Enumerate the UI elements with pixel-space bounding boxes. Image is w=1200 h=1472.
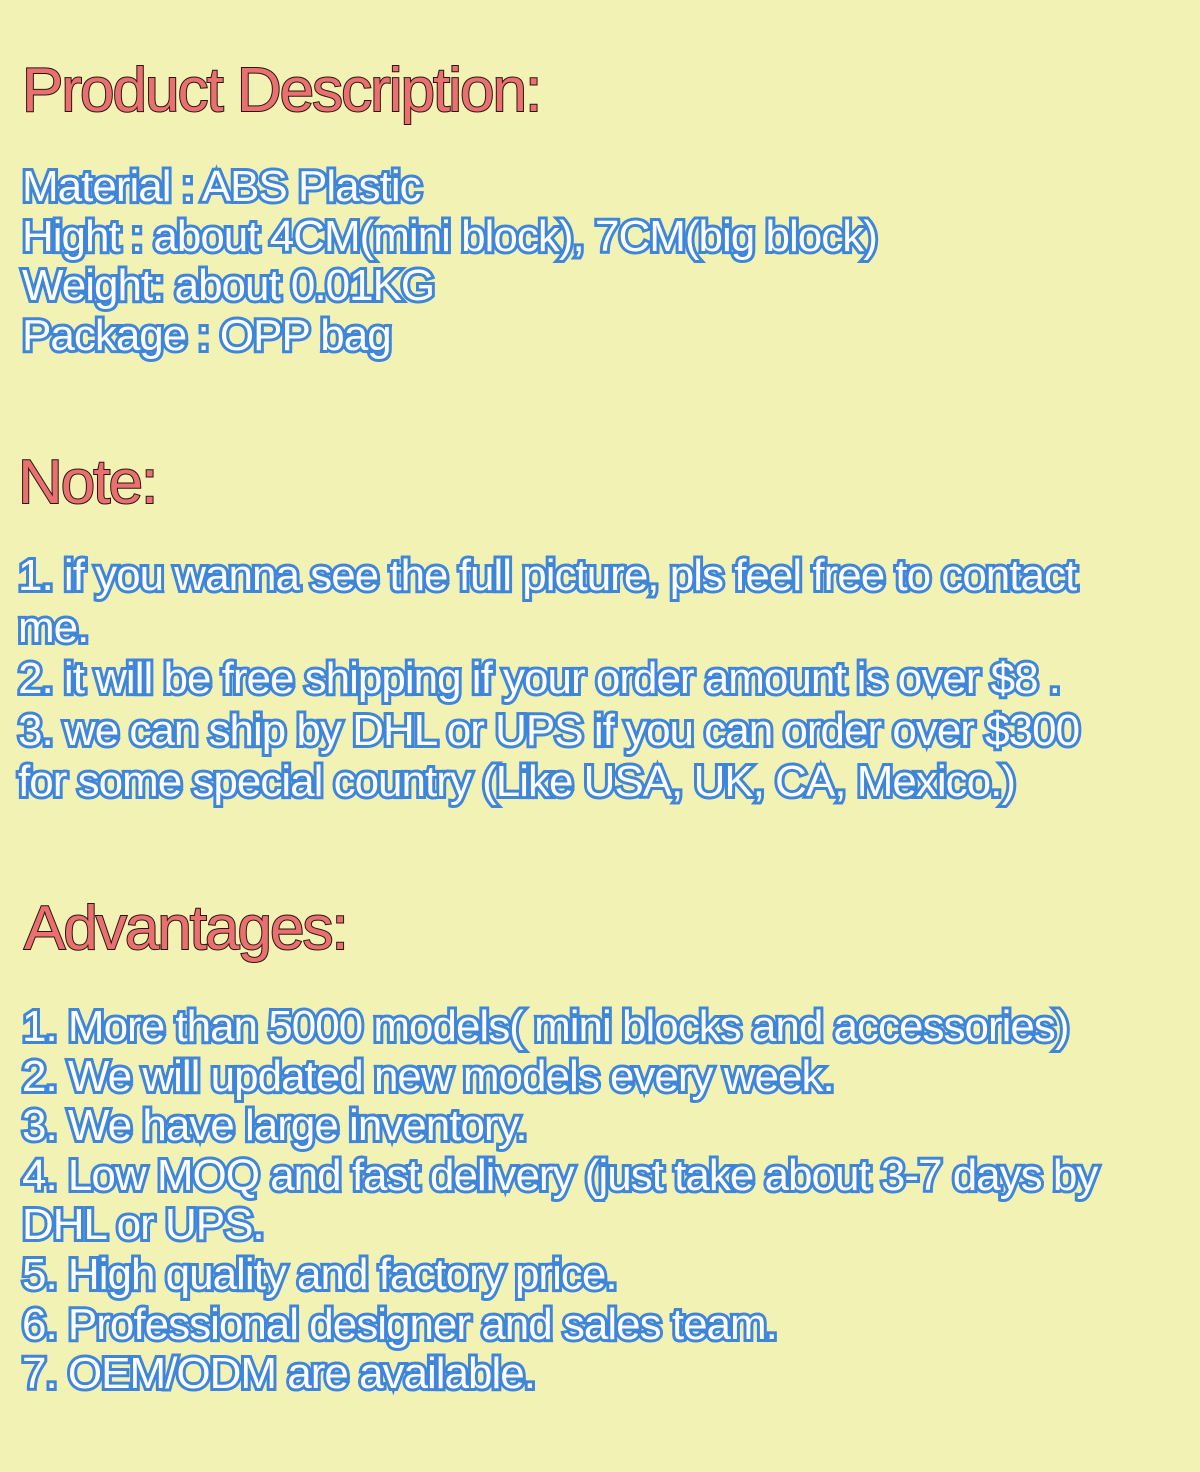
note-line: 2. it will be free shipping if your order amount is over $8 .	[18, 654, 1060, 703]
description-line-material: Material : ABS Plastic	[22, 162, 421, 211]
note-line: 3. we can ship by DHL or UPS if you can order over $300	[18, 705, 1080, 755]
advantage-line: 2. We will updated new models every week.	[22, 1051, 834, 1101]
product-description-list	[22, 162, 877, 360]
advantages-list	[22, 1002, 1097, 1399]
description-line-package: Package : OPP bag	[22, 310, 391, 360]
advantage-line: 1. More than 5000 models( mini blocks and accessories)	[22, 1002, 1069, 1051]
product-description-heading: Product Description:	[22, 56, 541, 125]
note-heading: Note:	[18, 448, 157, 517]
description-line-weight: Weight: about 0.01KG	[22, 261, 435, 310]
note-line: 1. if you wanna see the full picture, pls feel free to contact	[18, 551, 1077, 600]
note-list	[18, 550, 1079, 808]
advantage-line: 5. High quality and factory price.	[22, 1249, 617, 1299]
advantages-heading: Advantages:	[24, 894, 347, 963]
description-line-height: Hight : about 4CM(mini block), 7CM(big block)	[22, 211, 877, 261]
advantage-line: 4. Low MOQ and fast delivery (just take about 3-7 days by	[22, 1150, 1098, 1200]
advantage-line: 3. We have large inventory.	[22, 1101, 527, 1151]
advantage-line: 7. OEM/ODM are available.	[22, 1349, 535, 1399]
advantage-line: 6. Professional designer and sales team.	[22, 1299, 777, 1349]
advantage-line: DHL or UPS.	[22, 1200, 264, 1250]
note-line: for some special country (Like USA, UK, CA, Mexico.)	[18, 757, 1015, 806]
note-line: me.	[18, 602, 89, 652]
